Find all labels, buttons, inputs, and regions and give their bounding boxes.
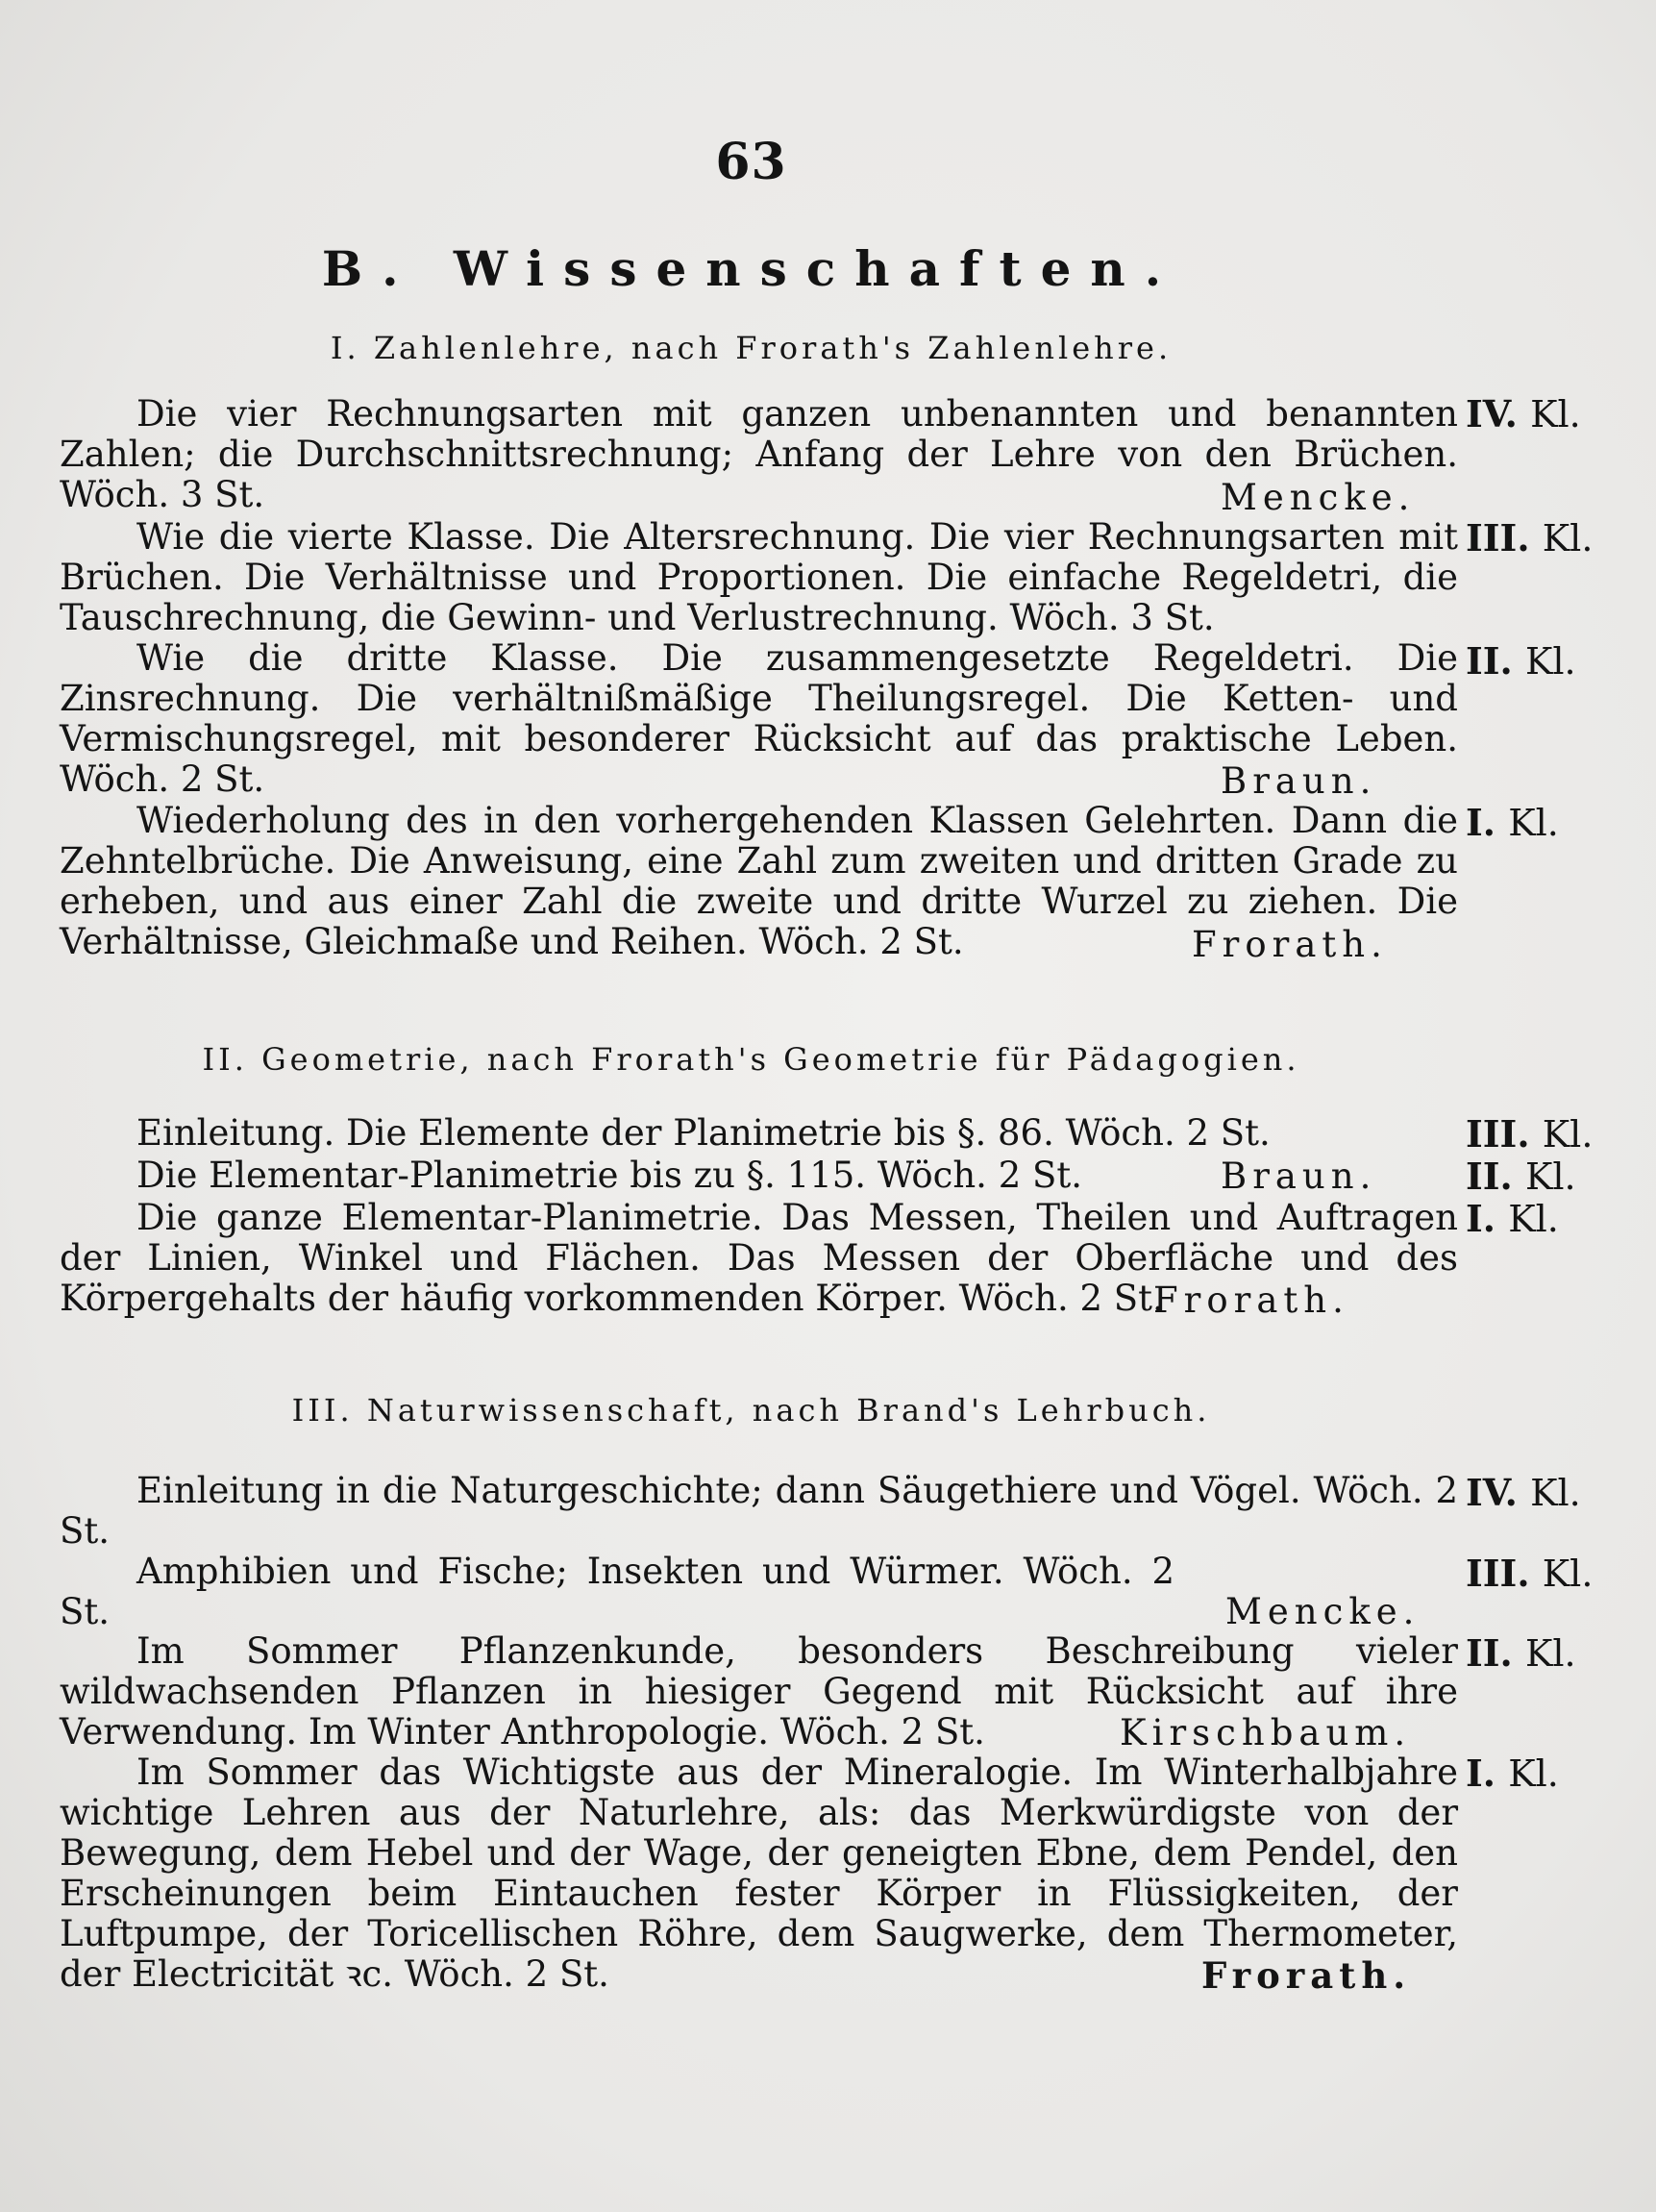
entry-zahlenlehre-iii — [60, 517, 1458, 638]
klasse-label: III. Kl. — [1466, 1552, 1594, 1595]
teacher-name: Mencke. — [1225, 1591, 1421, 1632]
section-title-zahlenlehre: I. Zahlenlehre, nach Frorath's Zahlenlehre. — [330, 330, 1173, 366]
page-number: 63 — [715, 133, 787, 191]
section-title-naturwissenschaft: III. Naturwissenschaft, nach Brand's Lehrbuch. — [291, 1392, 1211, 1429]
entry-geometrie-ii — [60, 1156, 1174, 1196]
klasse-label: II. Kl. — [1466, 1631, 1576, 1675]
entry-text: Amphibien und Fische; Insekten und Würmer. Wöch. 2 St. — [60, 1551, 1174, 1632]
entry-text: Einleitung in die Naturgeschichte; dann Säugethiere und Vögel. Wöch. 2 St. — [60, 1470, 1458, 1552]
main-heading: B. Wissenschaften. — [321, 240, 1181, 297]
entry-text: Die Elementar-Planimetrie bis zu §. 115. Wöch. 2 St. — [136, 1155, 1082, 1196]
klasse-label: II. Kl. — [1466, 1155, 1576, 1198]
entry-text: Wiederholung des in den vorhergehenden Klassen Gelehrten. Dann die Zehntelbrüche. Die Anweisung, eine Zahl zum zweiten und dritten Grade zu erheben, und aus einer Zahl die zweite und dritte Wurzel zu ziehen. Die Verhältnisse, Gleichmaße und Reihen. Wöch. 2 St. — [60, 800, 1458, 962]
entry-text: Wie die vierte Klasse. Die Altersrechnung. Die vier Rechnungsarten mit Brüchen. Die Verhältnisse und Proportionen. Die einfache Regeldetri, die Tauschrechnung, die Gewinn- und Verlustrechnung. Wöch. 3 St. — [60, 516, 1458, 638]
teacher-name: Frorath. — [1201, 1954, 1412, 1997]
entry-natur-iii — [60, 1552, 1174, 1632]
klasse-label: III. Kl. — [1466, 516, 1594, 559]
klasse-label: IV. Kl. — [1466, 1471, 1581, 1514]
teacher-name: Braun. — [1221, 760, 1377, 802]
teacher-name: Kirschbaum. — [1120, 1712, 1412, 1753]
klasse-label: I. Kl. — [1466, 801, 1559, 844]
entry-text: Im Sommer das Wichtigste aus der Mineralogie. Im Winterhalbjahre wichtige Lehren aus der Naturlehre, als: das Merkwürdigste von der Bewegung, dem Hebel und der Wage, der geneigten Ebne, dem Pendel, den Erscheinungen beim Eintauchen fester Körper in Flüssigkeiten, der Luftpumpe, der Toricellischen Röhre, dem Saugwerke, dem Thermometer, der Electricität ꝛc. Wöch. 2 St. — [60, 1752, 1458, 1995]
klasse-label: I. Kl. — [1466, 1752, 1559, 1795]
teacher-name: Frorath. — [1153, 1280, 1349, 1321]
entry-natur-iv — [60, 1471, 1458, 1552]
klasse-label: I. Kl. — [1466, 1197, 1559, 1240]
teacher-name: Mencke. — [1221, 477, 1416, 518]
entry-text: Einleitung. Die Elemente der Planimetrie bis §. 86. Wöch. 2 St. — [136, 1112, 1271, 1154]
klasse-label: II. Kl. — [1466, 639, 1576, 683]
entry-text: Wie die dritte Klasse. Die zusammengesetzte Regeldetri. Die Zinsrechnung. Die verhältnißmäßige Theilungsregel. Die Ketten- und Vermischungsregel, mit besonderer Rücksicht auf das praktische Leben. Wöch. 2 St. — [60, 637, 1458, 800]
klasse-label: III. Kl. — [1466, 1112, 1594, 1156]
teacher-name: Frorath. — [1192, 924, 1388, 965]
entry-text: Im Sommer Pflanzenkunde, besonders Beschreibung vieler wildwachsenden Pflanzen in hiesiger Gegend mit Rücksicht auf ihre Verwendung. Im Winter Anthropologie. Wöch. 2 St. — [60, 1630, 1458, 1752]
entry-geometrie-iii — [60, 1113, 1458, 1154]
entry-text: Die vier Rechnungsarten mit ganzen unbenannten und benannten Zahlen; die Durchschnittsrechnung; Anfang der Lehre von den Brüchen. Wöch. 3 St. — [60, 393, 1458, 515]
klasse-label: IV. Kl. — [1466, 392, 1581, 435]
entry-text: Die ganze Elementar-Planimetrie. Das Messen, Theilen und Auftragen der Linien, Winkel und Flächen. Das Messen der Oberfläche und des Körpergehalts der häufig vorkommenden Körper. Wöch. 2 St. — [60, 1197, 1458, 1319]
teacher-name: Braun. — [1221, 1156, 1377, 1197]
section-title-geometrie: II. Geometrie, nach Frorath's Geometrie für Pädagogien. — [202, 1041, 1300, 1078]
